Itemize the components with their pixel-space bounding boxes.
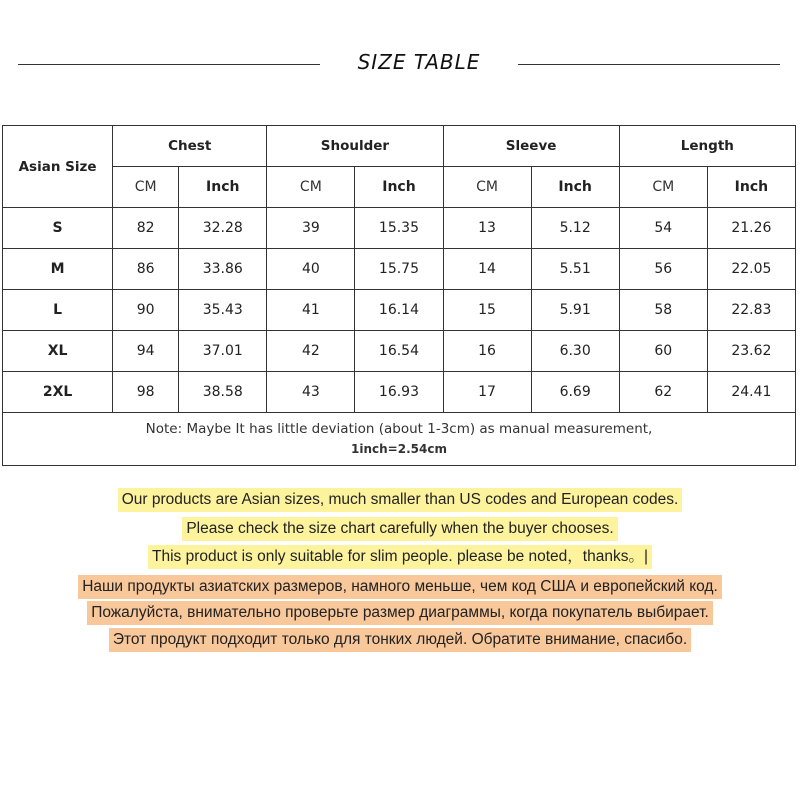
title-row [0,48,800,82]
notice-line [0,575,800,601]
table-cell: 13 [443,208,531,249]
size-rows [3,208,796,413]
note-line-2: 1inch=2.54cm [351,442,447,456]
note-line-1: Note: Maybe It has little deviation (about 1-3cm) as manual measurement, [145,421,653,437]
table-cell: 33.86 [179,249,267,290]
size-label: L [3,290,113,331]
table-cell: 6.69 [531,372,619,413]
notice-text: Please check the size chart carefully when the buyer chooses. [182,517,617,541]
table-cell: 16.54 [355,331,443,372]
title-rule-right [518,64,780,65]
table-cell: 40 [267,249,355,290]
table-cell: 56 [619,249,707,290]
title-rule-left [18,64,320,65]
table-row [3,208,796,249]
unit-header-inch: Inch [179,167,267,208]
table-cell: 17 [443,372,531,413]
notice-text: Этот продукт подходит только для тонких людей. Обратите внимание, спасибо. [109,628,691,652]
group-header-length: Length [619,126,795,167]
table-cell: 24.41 [707,372,795,413]
unit-header-inch: Inch [707,167,795,208]
table-cell: 22.83 [707,290,795,331]
table-cell: 94 [113,331,179,372]
notice-text: Пожалуйста, внимательно проверьте размер диаграммы, когда покупатель выбирает. [87,601,713,625]
unit-header-cm: CM [443,167,531,208]
table-cell: 22.05 [707,249,795,290]
table-cell: 5.51 [531,249,619,290]
table-cell: 82 [113,208,179,249]
table-cell: 54 [619,208,707,249]
notice-line [0,488,800,514]
table-row [3,372,796,413]
table-cell: 16.93 [355,372,443,413]
unit-header-inch: Inch [355,167,443,208]
table-cell: 6.30 [531,331,619,372]
table-cell: 23.62 [707,331,795,372]
table-cell: 39 [267,208,355,249]
page-title: SIZE TABLE [357,50,481,74]
table-cell: 15.35 [355,208,443,249]
table-cell: 15.75 [355,249,443,290]
size-table [2,125,796,466]
table-cell: 98 [113,372,179,413]
table-cell: 5.12 [531,208,619,249]
measurement-note [3,413,796,466]
table-cell: 42 [267,331,355,372]
notice-text: Our products are Asian sizes, much smaller than US codes and European codes. [118,488,683,512]
table-cell: 35.43 [179,290,267,331]
table-cell: 38.58 [179,372,267,413]
table-cell: 41 [267,290,355,331]
notice-text: This product is only suitable for slim people. please be noted，thanks。| [148,545,652,569]
table-row [3,249,796,290]
table-row [3,331,796,372]
unit-header-cm: CM [113,167,179,208]
notice-line [0,628,800,654]
unit-header-cm: CM [267,167,355,208]
unit-header-cm: CM [619,167,707,208]
unit-header-inch: Inch [531,167,619,208]
size-label: 2XL [3,372,113,413]
table-cell: 60 [619,331,707,372]
notice-line [0,545,800,571]
group-header-sleeve: Sleeve [443,126,619,167]
group-header-shoulder: Shoulder [267,126,443,167]
size-label: S [3,208,113,249]
table-row [3,290,796,331]
notice-text: Наши продукты азиатских размеров, намного меньше, чем код США и европейский код. [78,575,722,599]
notice-line [0,517,800,543]
table-cell: 15 [443,290,531,331]
group-header-chest: Chest [113,126,267,167]
table-cell: 32.28 [179,208,267,249]
table-cell: 43 [267,372,355,413]
table-cell: 37.01 [179,331,267,372]
table-cell: 58 [619,290,707,331]
notice-line [0,601,800,627]
size-label: M [3,249,113,290]
table-cell: 16 [443,331,531,372]
table-cell: 21.26 [707,208,795,249]
table-cell: 90 [113,290,179,331]
table-cell: 14 [443,249,531,290]
table-cell: 62 [619,372,707,413]
table-cell: 16.14 [355,290,443,331]
table-cell: 86 [113,249,179,290]
size-column-header: Asian Size [3,126,113,208]
table-cell: 5.91 [531,290,619,331]
size-label: XL [3,331,113,372]
